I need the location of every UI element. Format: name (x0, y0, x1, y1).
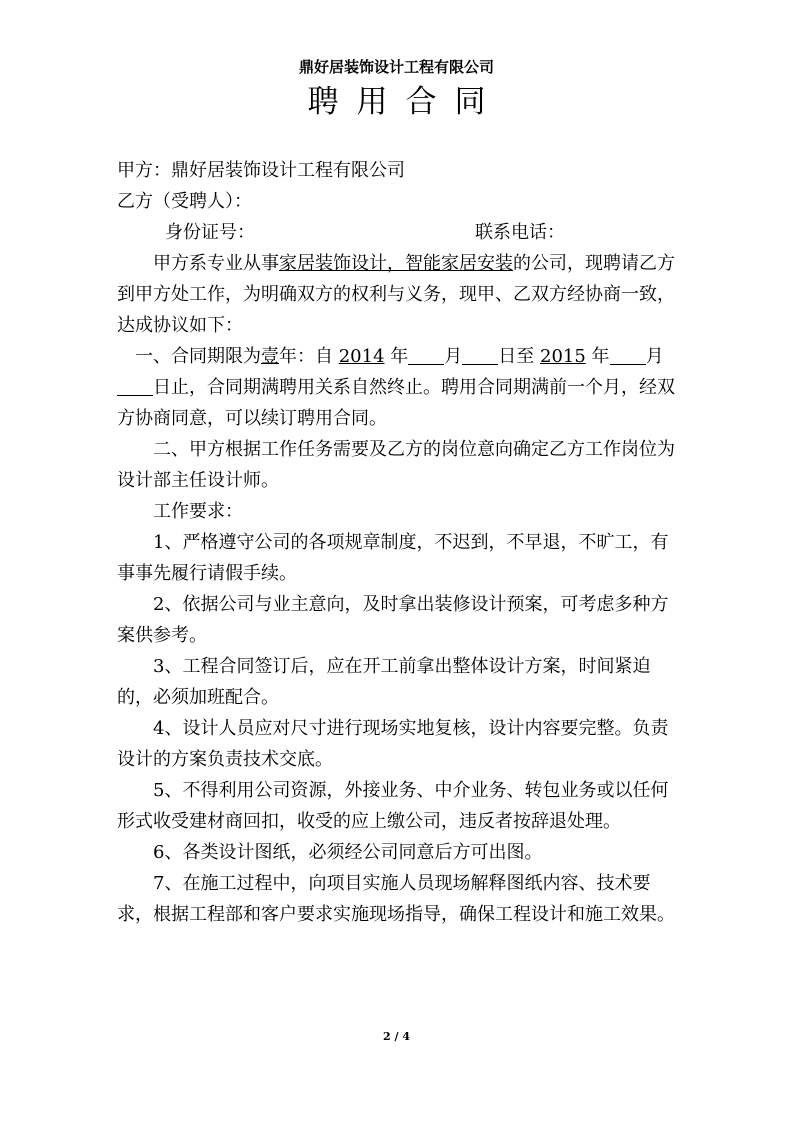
contract-term: 壹 (261, 346, 279, 367)
intro-paragraph (117, 248, 682, 341)
clause-1-text: 日止，合同期满聘用关系自然终止。聘用合同期满前一个月，经双方协商同意，可以续订聘用合同。 (117, 377, 675, 429)
start-day-blank (462, 344, 498, 365)
requirement-item: 3、工程合同签订后，应在开工前拿出整体设计方案，时间紧迫的，必须加班配合。 (117, 656, 651, 708)
party-a-line: 甲方：鼎好居装饰设计工程有限公司 (117, 160, 405, 181)
requirement-item: 1、严格遵守公司的各项规章制度，不迟到，不早退，不旷工，有事事先履行请假手续。 (117, 532, 669, 584)
clause-1-text: 日至 (498, 346, 541, 367)
id-number-label: 身份证号： (165, 222, 255, 243)
party-b-line: 乙方（受聘人）： (117, 191, 252, 212)
clause-2-paragraph: 二、甲方根据工作任务需要及乙方的岗位意向确定乙方工作岗位为设计部主任设计师。 (117, 439, 675, 491)
clause-1-text: 一、合同期限为 (135, 346, 261, 367)
company-header: 鼎好居装饰设计工程有限公司 (298, 58, 494, 76)
start-month-blank (408, 344, 444, 365)
end-month-blank (610, 344, 646, 365)
requirements-heading: 工作要求： (153, 501, 243, 522)
requirement-item: 6、各类设计图纸，必须经公司同意后方可出图。 (153, 842, 543, 863)
end-year: 2015 (540, 346, 586, 367)
clause-1-text: 年 (585, 346, 610, 367)
start-year: 2014 (338, 346, 385, 367)
requirement-item: 2、依据公司与业主意向，及时拿出装修设计预案，可考虑多种方案供参考。 (117, 594, 669, 646)
clause-1-text: 年 (384, 346, 409, 367)
requirement-item: 5、不得利用公司资源，外接业务、中介业务、转包业务或以任何形式收受建材商回扣，收受的应上缴公司，违反者按辞退处理。 (117, 780, 669, 832)
end-day-blank (117, 375, 153, 396)
clause-1-text: 月 (645, 346, 664, 367)
document-body (117, 155, 682, 930)
intro-suffix: 的公司，现聘请乙方到甲方处工作，为明确双方的权利与义务，现甲、乙双方经协商一致，达成协议如下： (117, 253, 675, 336)
page-number: 2 / 4 (383, 1030, 410, 1043)
requirement-item: 7、在施工过程中，向项目实施人员现场解释图纸内容、技术要求，根据工程部和客户要求实施现场指导，确保工程设计和施工效果。 (117, 873, 675, 925)
intro-prefix: 甲方系专业从事 (153, 253, 279, 274)
document-title: 聘用合同 (307, 84, 504, 120)
requirement-item: 4、设计人员应对尺寸进行现场实地复核，设计内容要完整。负责设计的方案负责技术交底。 (117, 718, 669, 770)
business-scope: 家居装饰设计，智能家居安装 (279, 253, 513, 274)
clause-1-text: 月 (444, 346, 463, 367)
phone-label: 联系电话： (475, 222, 565, 243)
clause-1-text: 年：自 (279, 346, 339, 367)
id-phone-line (117, 217, 682, 248)
clause-1-paragraph (117, 341, 682, 434)
